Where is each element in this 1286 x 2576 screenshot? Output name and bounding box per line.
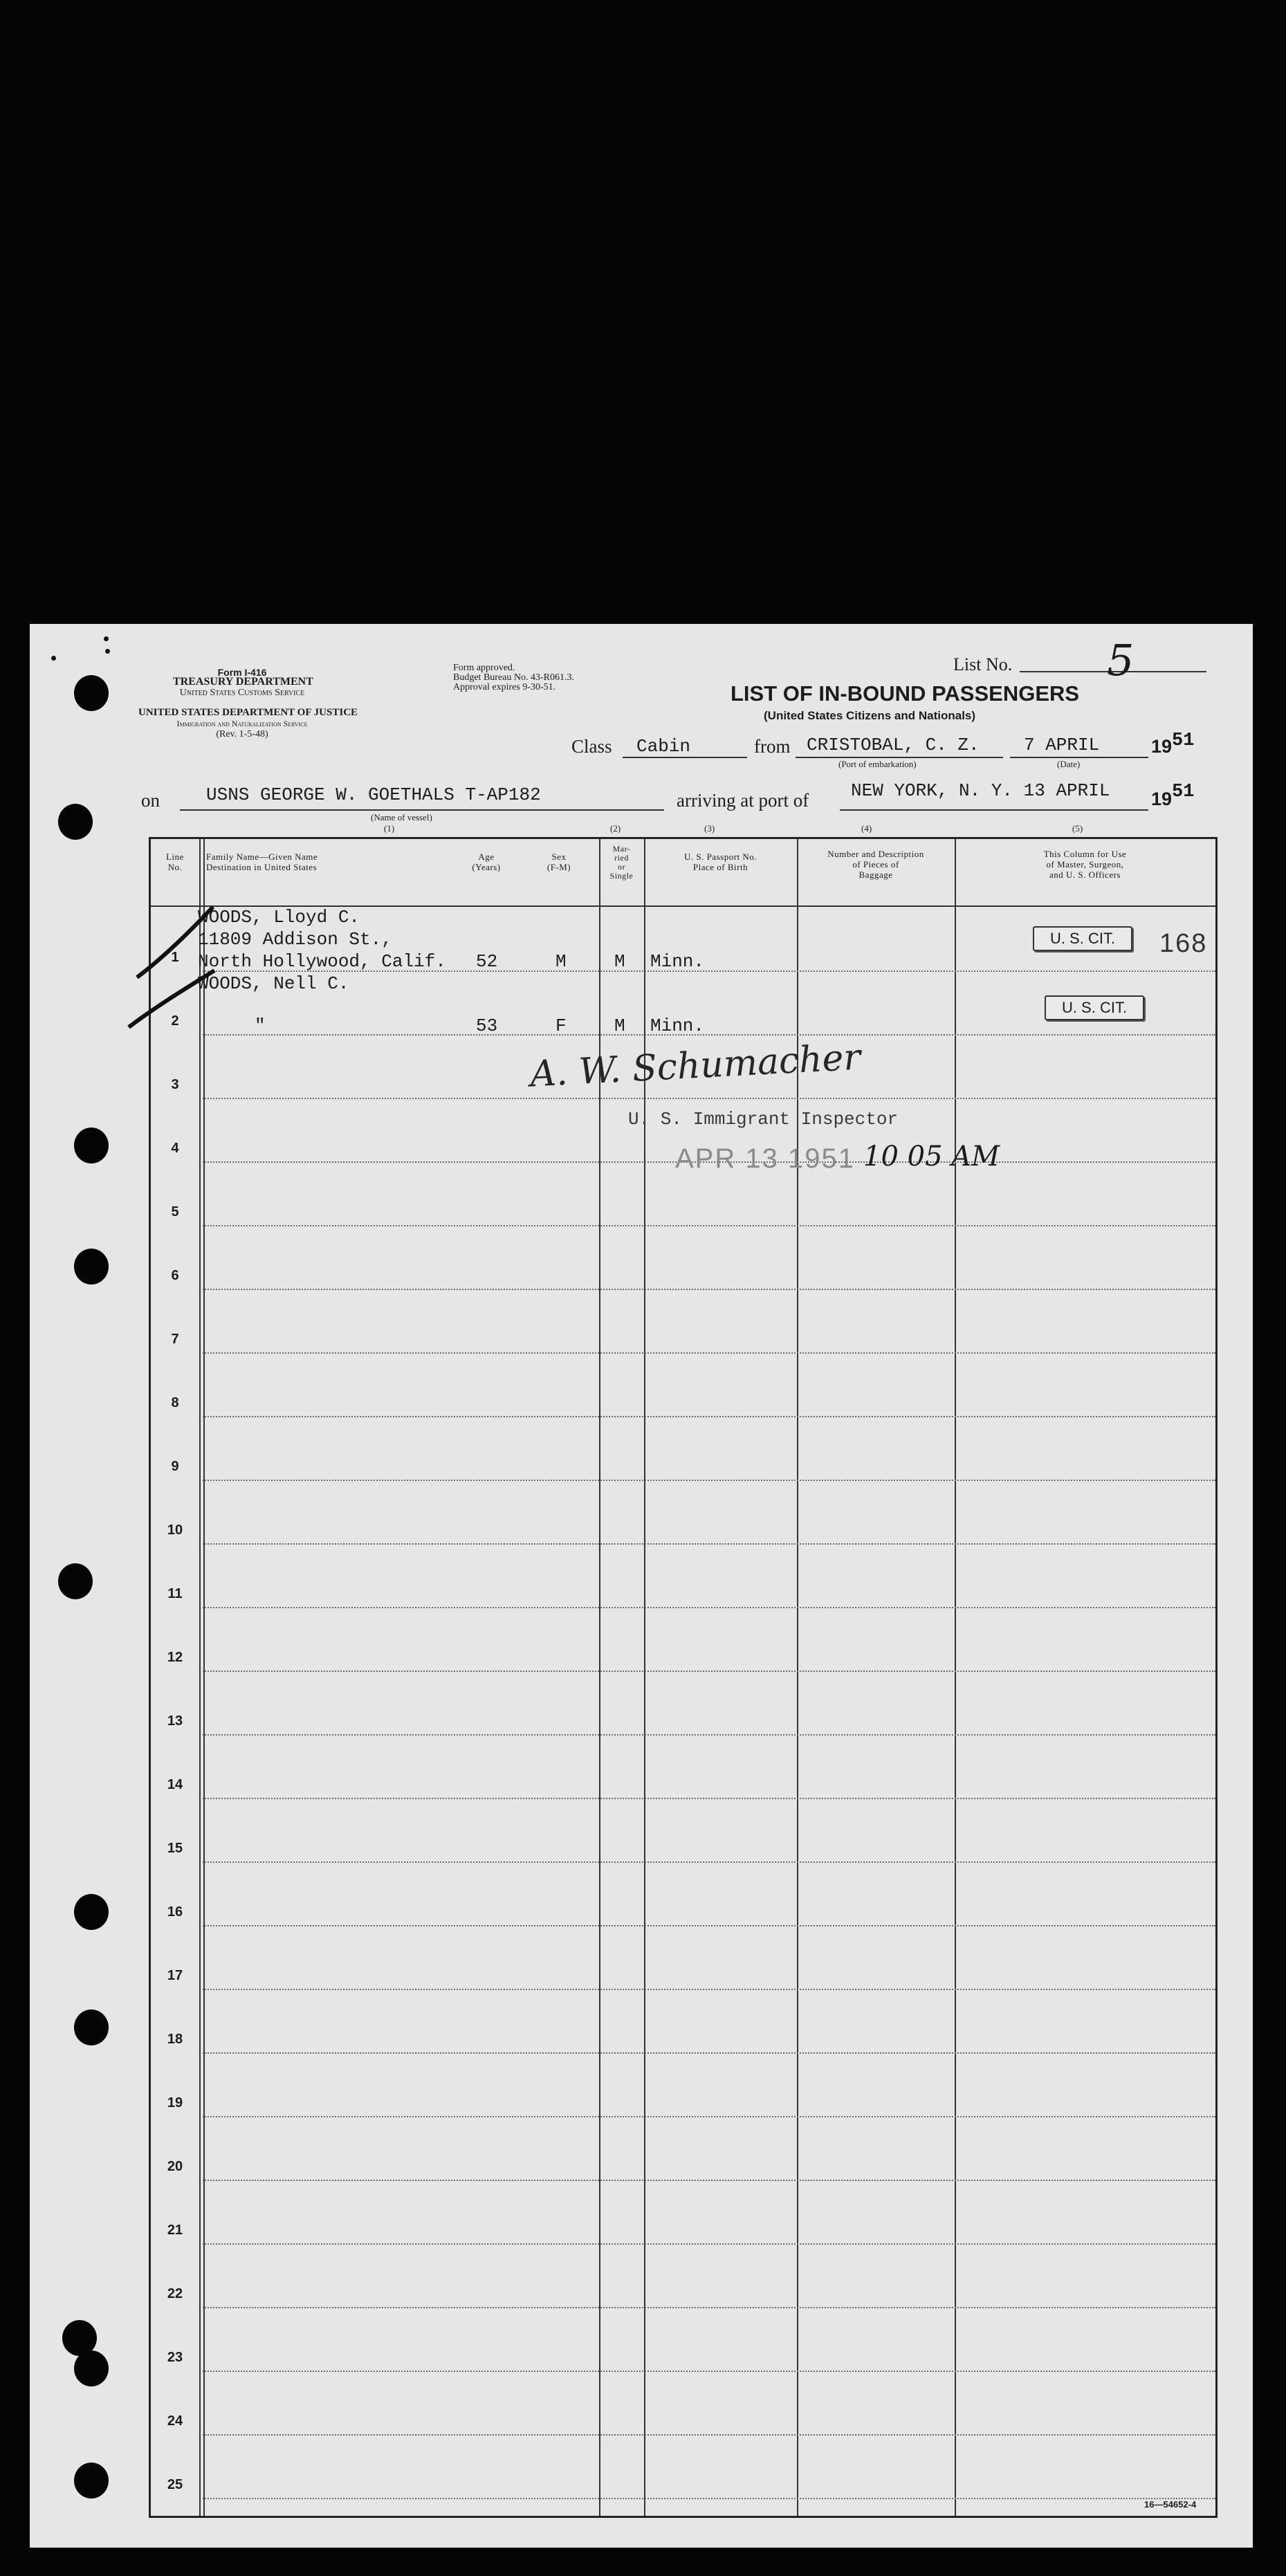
embarkation-date: 7 APRIL — [1024, 735, 1100, 755]
punch-hole — [74, 2463, 109, 2499]
line-number: 24 — [167, 2413, 183, 2429]
header-officers: This Column for Use of Master, Surgeon, and U. S. Officers — [1043, 849, 1127, 880]
header-age: Age (Years) — [472, 852, 501, 872]
row-divider — [203, 2243, 1215, 2245]
row-divider — [203, 1034, 1215, 1036]
passenger-table — [149, 837, 1218, 2518]
inspector-signature: A. W. Schumacher — [529, 1036, 862, 1096]
row-divider — [203, 2371, 1215, 2372]
line-number: 15 — [167, 1841, 183, 1856]
class-value: Cabin — [636, 736, 691, 757]
line-number: 13 — [167, 1713, 183, 1729]
form-number: Form I-416 — [217, 667, 267, 678]
passenger-2-marital: M — [614, 1015, 625, 1036]
column-number: (3) — [704, 823, 715, 834]
header-baggage: Number and Description of Pieces of Baggage — [827, 849, 924, 880]
list-no-label: List No. — [953, 654, 1013, 674]
revision: (Rev. 1-5-48) — [216, 729, 268, 739]
speck — [104, 636, 109, 641]
column-number: (1) — [384, 823, 395, 834]
line-number: 11 — [167, 1586, 183, 1601]
immigration-service: Immigration and Naturalization Service — [176, 719, 308, 728]
arrival-underline — [840, 809, 1148, 811]
justice-department: UNITED STATES DEPARTMENT OF JUSTICE — [138, 707, 358, 718]
passenger-1-note: 168 — [1159, 929, 1208, 958]
row-divider — [203, 1607, 1215, 1608]
row-divider — [203, 2434, 1215, 2436]
row-divider — [203, 1416, 1215, 1417]
row-divider — [203, 1289, 1215, 1290]
header-sex: Sex (F-M) — [546, 852, 571, 872]
line-number: 2 — [171, 1013, 179, 1029]
line-number: 4 — [171, 1141, 179, 1156]
row-divider — [203, 1798, 1215, 1799]
column-divider — [955, 839, 956, 2516]
passenger-1-marital: M — [614, 951, 625, 972]
year-2-suffix: 51 — [1172, 782, 1195, 802]
line-number: 21 — [167, 2223, 183, 2238]
row-divider — [203, 1352, 1215, 1354]
list-no-value: 5 — [1107, 635, 1135, 686]
passenger-2-age: 53 — [476, 1015, 498, 1036]
passenger-1-birthplace: Minn. — [650, 951, 705, 972]
passenger-2-birthplace: Minn. — [650, 1015, 705, 1036]
line-number: 3 — [171, 1077, 179, 1092]
row-divider — [203, 1734, 1215, 1736]
speck — [105, 649, 110, 654]
from-underline — [796, 757, 1003, 758]
row-divider — [203, 2116, 1215, 2117]
embarkation-caption: (Port of embarkation) — [838, 759, 917, 769]
approval-line-3: Approval expires 9-30-51. — [453, 682, 556, 692]
line-number: 19 — [167, 2095, 183, 2110]
year-1-prefix: 19 — [1151, 736, 1173, 757]
check-mark-icon — [123, 901, 220, 1033]
column-number: (2) — [610, 823, 621, 834]
on-label: on — [141, 790, 160, 811]
passenger-2-name: WOODS, Nell C. — [198, 973, 349, 994]
arriving-label: arriving at port of — [677, 790, 809, 811]
row-divider — [203, 1925, 1215, 1926]
column-number: (4) — [861, 823, 872, 834]
row-divider — [203, 2180, 1215, 2181]
class-underline — [623, 757, 747, 758]
line-number: 9 — [171, 1459, 179, 1474]
vessel-name: USNS GEORGE W. GOETHALS T-AP182 — [206, 784, 541, 805]
row-divider — [203, 2498, 1215, 2499]
inspection-time: 10 05 AM — [863, 1141, 1000, 1172]
inspection-date-stamp: APR 13 1951 — [675, 1143, 855, 1174]
row-divider — [203, 2307, 1215, 2308]
column-divider — [203, 839, 205, 2516]
embarkation-port: CRISTOBAL, C. Z. — [807, 735, 980, 755]
row-divider — [203, 2052, 1215, 2054]
speck — [51, 656, 56, 661]
row-divider — [203, 1225, 1215, 1226]
punch-hole — [74, 675, 109, 711]
inspector-title: U. S. Immigrant Inspector — [628, 1109, 899, 1130]
citizenship-stamp: U. S. CIT. — [1045, 995, 1144, 1020]
date-caption: (Date) — [1057, 759, 1081, 769]
header-name: Family Name—Given Name Destination in United States — [206, 852, 318, 872]
line-number: 20 — [167, 2159, 183, 2174]
passenger-1-sex: M — [555, 951, 567, 972]
column-divider — [644, 839, 645, 2516]
line-number: 16 — [167, 1904, 183, 1920]
arrival-port-date: NEW YORK, N. Y. 13 APRIL — [851, 780, 1110, 801]
passenger-1-address-2: North Hollywood, Calif. — [198, 951, 446, 972]
line-number: 17 — [167, 1968, 183, 1983]
line-number: 1 — [171, 950, 179, 965]
passenger-1-name: WOODS, Lloyd C. — [198, 907, 360, 928]
line-number: 10 — [167, 1522, 183, 1538]
row-divider — [203, 1861, 1215, 1863]
row-divider — [203, 1989, 1215, 1990]
passenger-1-age: 52 — [476, 951, 498, 972]
header-married: Mar- ried or Single — [609, 844, 634, 881]
vessel-caption: (Name of vessel) — [371, 812, 432, 822]
class-label: Class — [571, 736, 612, 757]
line-number: 14 — [167, 1777, 183, 1792]
column-divider — [199, 839, 201, 2516]
row-divider — [203, 1543, 1215, 1545]
line-number: 7 — [171, 1332, 179, 1347]
approval-line-1: Form approved. — [453, 663, 515, 673]
header-passport: U. S. Passport No. Place of Birth — [683, 852, 757, 872]
line-number: 23 — [167, 2350, 183, 2365]
punch-hole — [74, 2009, 109, 2045]
year-1-suffix: 51 — [1172, 730, 1195, 751]
punch-hole — [74, 1249, 109, 1285]
row-divider — [203, 1480, 1215, 1481]
year-2-prefix: 19 — [1151, 789, 1173, 809]
treasury-department: TREASURY DEPARTMENT — [173, 676, 313, 688]
line-number: 18 — [167, 2032, 183, 2047]
header-line-no: Line No. — [166, 852, 184, 872]
form-subtitle: (United States Citizens and Nationals) — [764, 709, 976, 722]
footer-code: 16—54652-4 — [1144, 2499, 1197, 2510]
row-divider — [203, 1671, 1215, 1672]
column-divider — [797, 839, 798, 2516]
customs-service: United States Customs Service — [179, 688, 305, 698]
passenger-2-sex: F — [555, 1015, 567, 1036]
form-title: LIST OF IN-BOUND PASSENGERS — [731, 681, 1080, 706]
punch-hole — [58, 1563, 93, 1599]
date-underline — [1010, 757, 1148, 758]
column-number: (5) — [1072, 823, 1083, 834]
line-number: 22 — [167, 2286, 183, 2301]
line-number: 25 — [167, 2477, 183, 2492]
passenger-1-address-1: 11809 Addison St., — [198, 929, 392, 950]
line-number: 6 — [171, 1268, 179, 1283]
from-label: from — [754, 736, 791, 757]
line-number: 8 — [171, 1395, 179, 1410]
punch-hole — [74, 2350, 109, 2386]
line-number: 5 — [171, 1204, 179, 1220]
citizenship-stamp: U. S. CIT. — [1033, 926, 1132, 951]
row-divider — [203, 1098, 1215, 1099]
line-number: 12 — [167, 1650, 183, 1665]
punch-hole — [74, 1894, 109, 1930]
punch-hole — [74, 1128, 109, 1163]
passenger-2-destination: " — [255, 1015, 266, 1036]
vessel-underline — [180, 809, 664, 811]
punch-hole — [58, 804, 93, 840]
approval-line-2: Budget Bureau No. 43-R061.3. — [453, 672, 574, 683]
